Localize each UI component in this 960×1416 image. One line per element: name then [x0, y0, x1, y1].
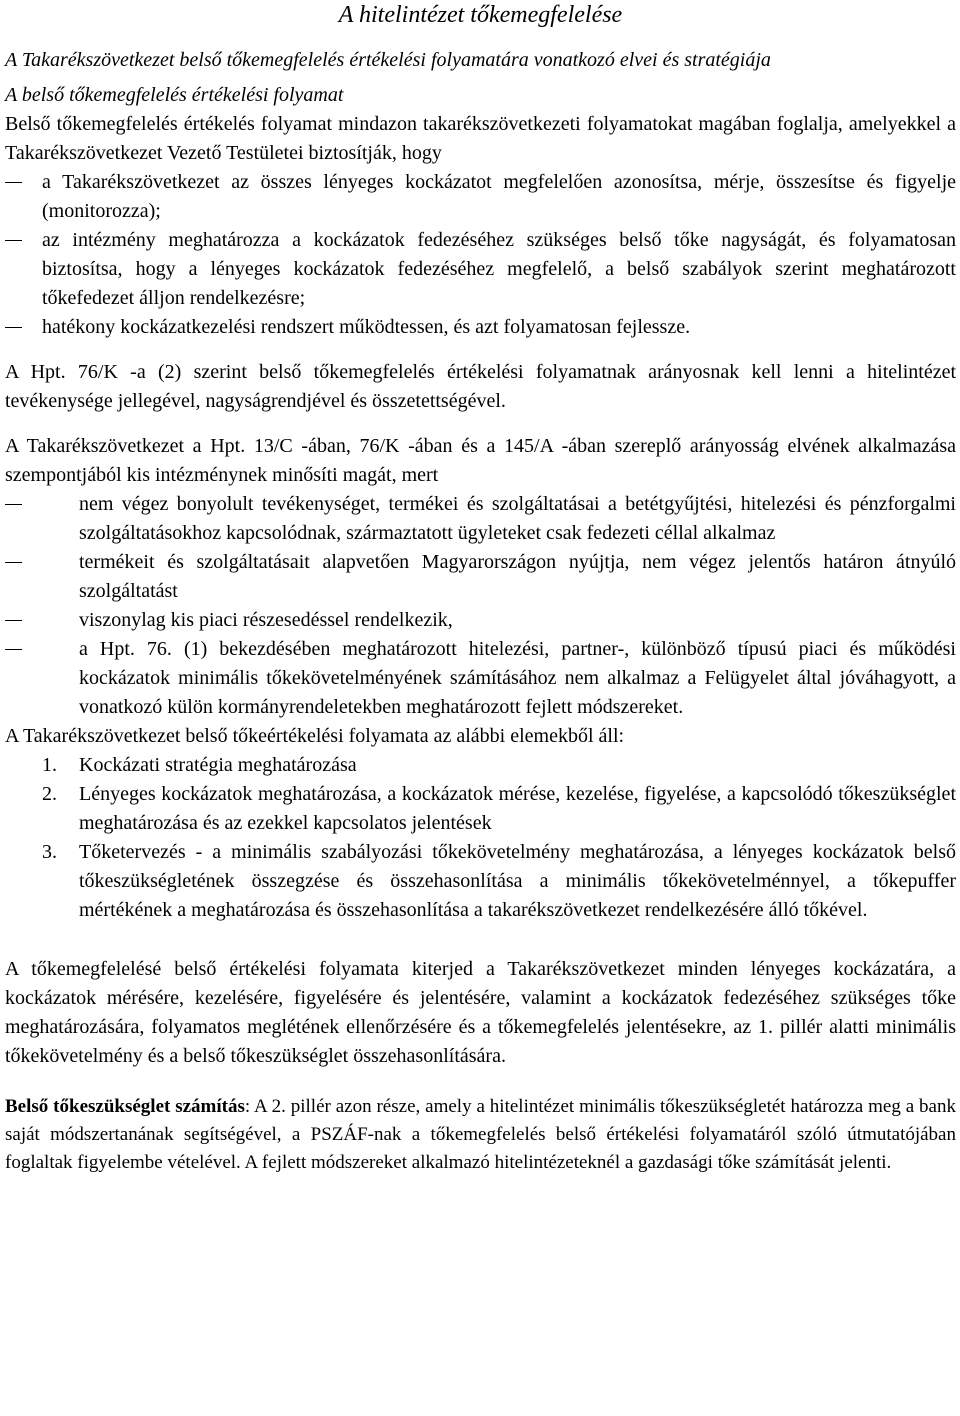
section-heading-strategy: A Takarékszövetkezet belső tőkemegfelelés értékelési folyamatára vonatkozó elvei és stratégiája [5, 49, 771, 71]
section-heading-process: A belső tőkemegfelelés értékelési folyamat [5, 84, 344, 106]
dash-icon [5, 504, 22, 505]
list-item: az intézmény meghatározza a kockázatok fedezéséhez szükséges belső tőke nagyságát, és folyamatosan biztosítsa, hogy a lényeges kockázatok fedezéséhez megfelelő, a belső szabályok szerint meghatározott tőkefedezet álljon rendelkezésre; [5, 226, 956, 313]
intro-bullet-list [5, 168, 956, 342]
dash-icon [5, 620, 22, 621]
list-number: 2. [42, 783, 57, 805]
dash-icon [5, 182, 22, 183]
list-item: a Hpt. 76. (1) bekezdésében meghatározott hitelezési, partner-, különböző típusú piaci és működési kockázatok minimális tőkekövetelményének számításához nem alkalmaz a Felügyelet által jóváhagyott, a vonatkozó külön kormányrendeletekben meghatározott fejlett módszereket. [5, 635, 956, 722]
document-title: A hitelintézet tőkemegfelelése [338, 2, 623, 28]
list-item: hatékony kockázatkezelési rendszert működtessen, és azt folyamatosan fejlessze. [5, 313, 956, 342]
intro-paragraph: Belső tőkemegfelelés értékelés folyamat mindazon takarékszövetkezeti folyamatokat magában foglalja, amelyekkel a Takarékszövetkezet Vezető Testületei biztosítják, hogy [5, 113, 956, 164]
list-number: 3. [42, 841, 57, 863]
definition-text: : A 2. pillér azon része, amely a hitelintézet minimális tőkeszükségletét határozza meg a bank saját módszertanának segítségével, a PSZÁF-nak a tőkemegfelelés belső értékelési folyamatáról szóló útmutatójában foglaltak figyelembe vételével. A fejlett módszereket alkalmazó hitelintézeteknél a gazdasági tőke számítását jelenti. [5, 1096, 956, 1173]
numbered-list-item: 2. Lényeges kockázatok meghatározása, a kockázatok mérése, kezelése, figyelése, a kapcsolódó tőkeszükséglet meghatározása és az ezekkel kapcsolatos jelentések [5, 780, 956, 838]
list-number: 1. [42, 754, 57, 776]
proportionality-bullet-list [5, 490, 956, 722]
elements-numbered-list [5, 751, 956, 925]
list-item: viszonylag kis piaci részesedéssel rendelkezik, [5, 606, 956, 635]
dash-icon [5, 327, 22, 328]
list-item: a Takarékszövetkezet az összes lényeges kockázatot megfelelően azonosítsa, mérje, összesítse és figyelje (monitorozza); [5, 168, 956, 226]
dash-icon [5, 562, 22, 563]
list-item: termékeit és szolgáltatásait alapvetően Magyarországon nyújtja, nem végez jelentős határon átnyúló szolgáltatást [5, 548, 956, 606]
definition-paragraph [5, 1093, 956, 1177]
numbered-list-item: 1. Kockázati stratégia meghatározása [5, 751, 956, 780]
scope-paragraph: A tőkemegfelelésé belső értékelési folyamata kiterjed a Takarékszövetkezet minden lényeges kockázatára, a kockázatok mérésére, kezelésére, figyelésére és jelentésére, valamint a kockázatok fedezéséhez szükséges tőke meghatározására, folyamatos meglétének ellenőrzésére és a tőkemegfelelés jelentésekre, az 1. pillér alatti minimális tőkekövetelmény és a belső tőkeszükséglet összehasonlítására. [5, 958, 956, 1067]
proportionality-paragraph: A Takarékszövetkezet a Hpt. 13/C -ában, 76/K -ában és a 145/A -ában szereplő arányosság elvének alkalmazása szempontjából kis intézménynek minősíti magát, mert [5, 435, 956, 486]
list-item: nem végez bonyolult tevékenységet, termékei és szolgáltatásai a betétgyűjtési, hitelezési és pénzforgalmi szolgáltatásokhoz kapcsolódnak, származtatott ügyleteket csak fedezeti céllal alkalmaz [5, 490, 956, 548]
dash-icon [5, 240, 22, 241]
hpt-paragraph: A Hpt. 76/K -a (2) szerint belső tőkemegfelelés értékelési folyamatnak arányosnak kell lenni a hitelintézet tevékenysége jellegével, nagyságrendjével és összetettségével. [5, 361, 956, 412]
numbered-list-item: 3. Tőketervezés - a minimális szabályozási tőkekövetelmény meghatározása, a lényeges kockázatok belső tőkeszükségletének összegzése és összehasonlítása a minimális tőkekövetelménnyel, a tőkepuffer mértékének a meghatározása és összehasonlítása a takarékszövetkezet rendelkezésére álló tőkével. [5, 838, 956, 925]
elements-intro: A Takarékszövetkezet belső tőkeértékelési folyamata az alábbi elemekből áll: [5, 725, 625, 747]
definition-term: Belső tőkeszükséglet számítás [5, 1096, 245, 1117]
dash-icon [5, 649, 22, 650]
